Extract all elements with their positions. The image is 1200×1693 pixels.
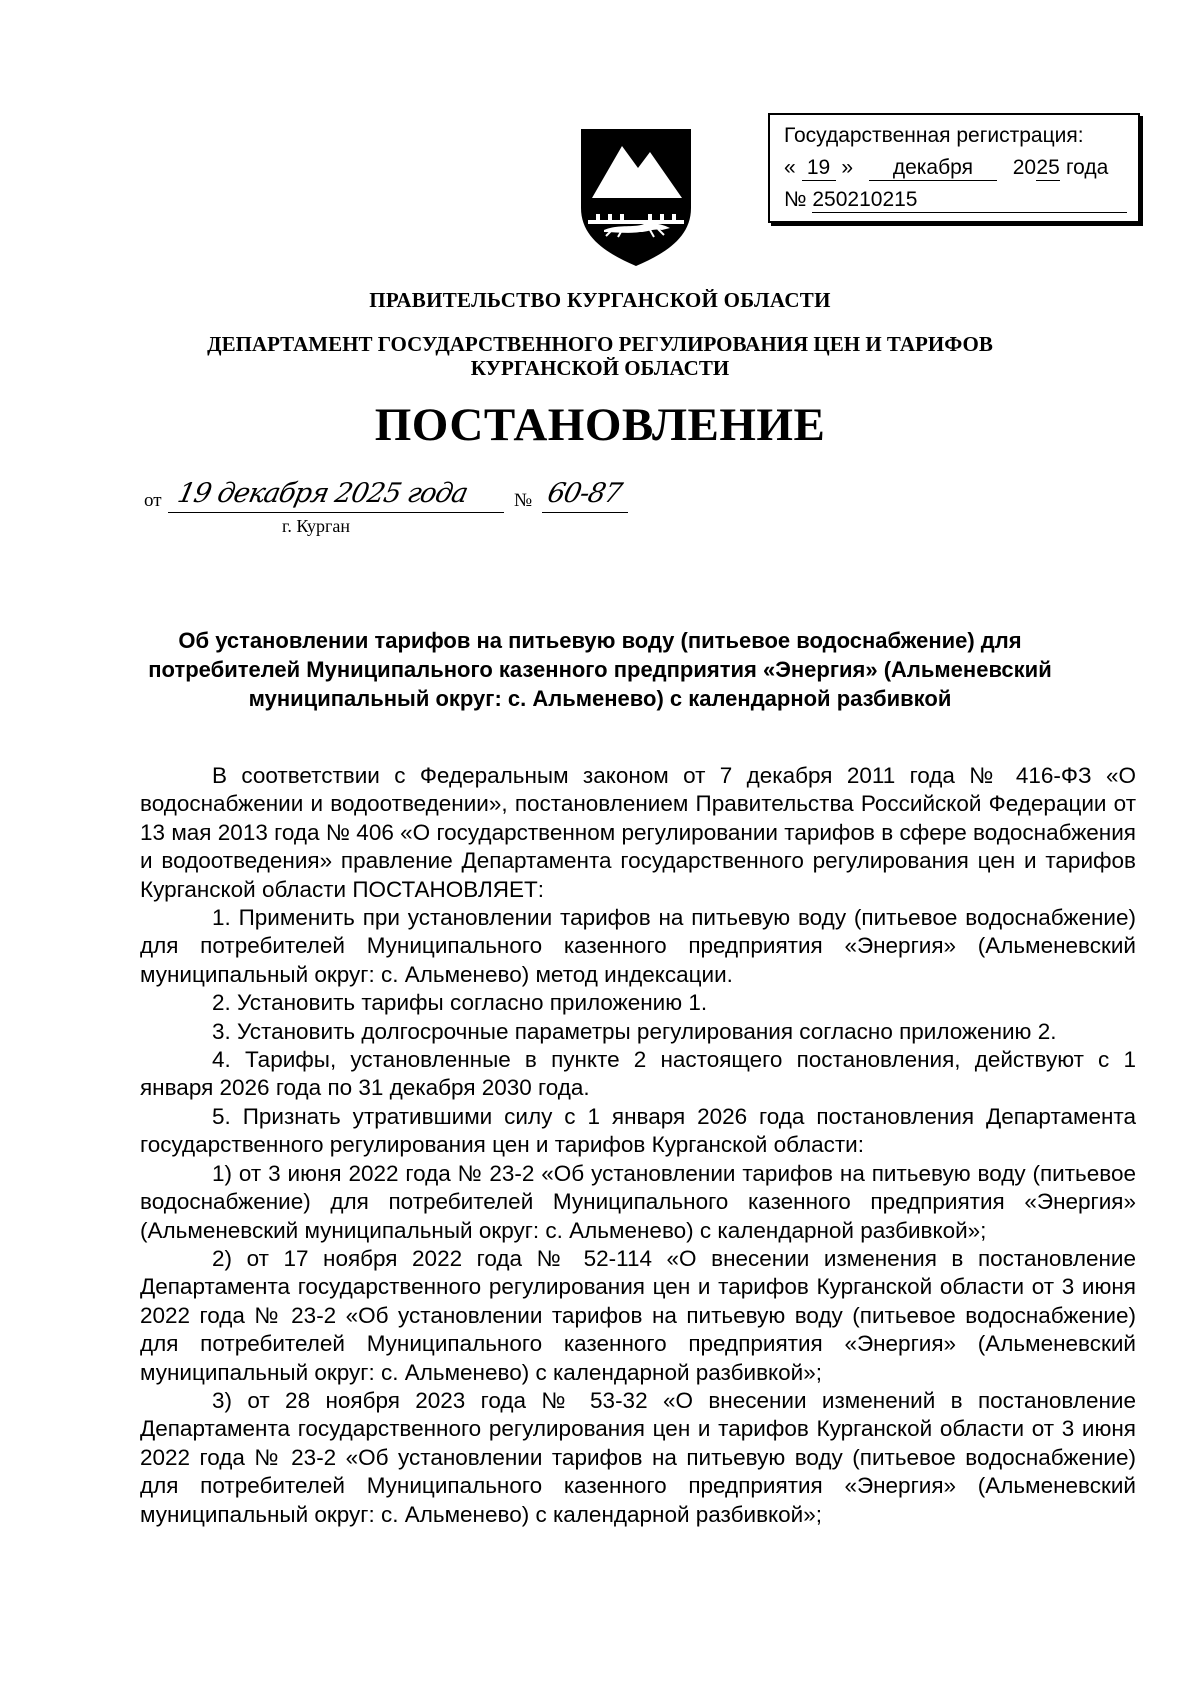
document-date-number: от 19 декабря 2025 года № 60-87 [144,484,644,544]
handwritten-number: 60-87 [544,478,625,509]
city: г. Курган [282,516,351,536]
registration-number: № 250210215 [784,187,1138,219]
clause-3: 3. Установить долгосрочные параметры регулирования согласно приложению 2. [212,1018,1057,1044]
clause-5-subitem-3: 3) от 28 ноября 2023 года № 53-32 «О внесении изменений в постановление Департамента государственного регулирования цен и тарифов Курганской области от 3 июня 2022 года № 23-2 «Об установлении тарифов на питьевую воду (питьевое водоснабжение) для потребителей Муниципального казенного предприятия «Энергия» (Альменевский муниципальный округ: с. Альменево) с календарной разбивкой»; [140,1387,1136,1527]
number-underline [542,512,628,513]
handwritten-date: 19 декабря 2025 года [174,478,471,509]
clause-5: 5. Признать утратившими силу с 1 января 2026 года постановления Департамента государственного регулирования цен и тарифов Курганской области: [140,1103,1136,1158]
registration-day: 19 [802,155,836,181]
coat-of-arms-emblem [578,126,694,268]
clause-4: 4. Тарифы, установленные в пункте 2 настоящего постановления, действуют с 1 января 2026 года по 31 декабря 2030 года. [140,1047,1136,1101]
document-subject: Об установлении тарифов на питьевую воду (питьевое водоснабжение) для потребителей Муниципального казенного предприятия «Энергия» (Альменевский муниципальный округ: с. Альменево) с календарной разбивкой [148,628,1052,711]
registration-title: Государственная регистрация: [784,124,1084,147]
registration-month: декабря [869,155,997,181]
document-type-title: ПОСТАНОВЛЕНИЕ [374,399,826,451]
clause-5-subitem-1: 1) от 3 июня 2022 года № 23-2 «Об установлении тарифов на питьевую воду (питьевое водоснабжение) для потребителей Муниципального казенного предприятия «Энергия» (Альменевский муниципальный округ: с. Альменево) с календарной разбивкой»; [140,1160,1136,1243]
date-underline [168,512,504,513]
department-name: ДЕПАРТАМЕНТ ГОСУДАРСТВЕННОГО РЕГУЛИРОВАНИЯ ЦЕН И ТАРИФОВ КУРГАНСКОЙ ОБЛАСТИ [207,332,993,380]
registration-year: 25 [1036,155,1060,181]
preamble-paragraph: В соответствии с Федеральным законом от 7 декабря 2011 года № 416-ФЗ «О водоснабжении и водоотведении», постановлением Правительства Российской Федерации от 13 мая 2013 года № 406 «О государственном регулировании тарифов в сфере водоснабжения и водоотведения» правление Департамента государственного регулирования цен и тарифов Курганской области ПОСТАНОВЛЯЕТ: [140,763,1136,902]
clause-2: 2. Установить тарифы согласно приложению 1. [212,990,708,1016]
clause-5-subitem-2: 2) от 17 ноября 2022 года № 52-114 «О внесении изменения в постановление Департамента государственного регулирования цен и тарифов Курганской области от 3 июня 2022 года № 23-2 «Об установлении тарифов на питьевую воду (питьевое водоснабжение) для потребителей Муниципального казенного предприятия «Энергия» (Альменевский муниципальный округ: с. Альменево) с календарной разбивкой»; [140,1245,1136,1385]
clause-1: 1. Применить при установлении тарифов на питьевую воду (питьевое водоснабжение) для потребителей Муниципального казенного предприятия «Энергия» (Альменевский муниципальный округ: с. Альменево) метод индексации. [140,905,1136,987]
registration-stamp [768,113,1140,223]
document-body [140,762,1136,1529]
registration-date: « 19 » декабря 2025 года [784,155,1138,187]
government-name: ПРАВИТЕЛЬСТВО КУРГАНСКОЙ ОБЛАСТИ [369,288,831,312]
